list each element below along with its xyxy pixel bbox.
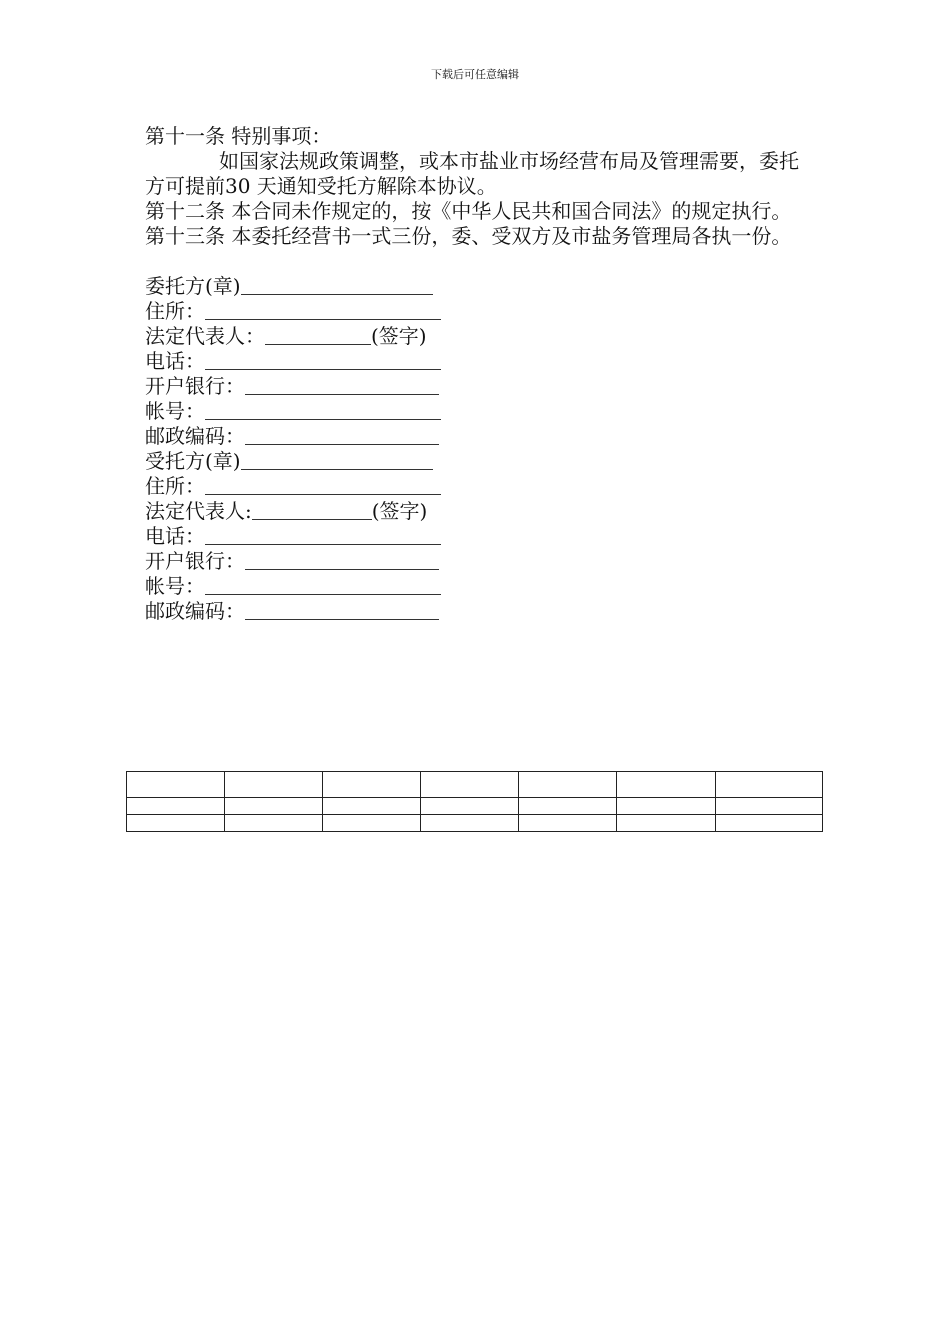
contractor-signature-block (145, 449, 810, 624)
article-11-text: 如国家法规政策调整，或本市盐业市场经营布局及管理需要，委托方可提前30 天通知受托方解除本协议。 (145, 149, 799, 198)
contractor-phone-label: 电话： (145, 524, 205, 548)
table-cell[interactable] (421, 798, 519, 815)
blank-table (126, 771, 823, 832)
client-legal-rep-label: 法定代表人： (145, 324, 265, 348)
contractor-account-field (145, 574, 810, 599)
client-bank-blank[interactable] (245, 374, 439, 395)
table-cell[interactable] (225, 798, 323, 815)
contractor-party-label: 受托方(章) (145, 449, 241, 473)
table-cell[interactable] (421, 772, 519, 798)
client-phone-field (145, 349, 810, 374)
contractor-bank-blank[interactable] (245, 549, 439, 570)
contractor-address-field (145, 474, 810, 499)
header-note: 下载后可任意编辑 (431, 68, 519, 81)
table-cell[interactable] (716, 772, 823, 798)
contractor-postal-label: 邮政编码： (145, 599, 245, 623)
table-cell[interactable] (127, 772, 225, 798)
article-12-text: 第十二条 本合同未作规定的，按《中华人民共和国合同法》的规定执行。 (145, 199, 792, 223)
table-cell[interactable] (225, 815, 323, 832)
contractor-phone-field (145, 524, 810, 549)
client-address-field (145, 299, 810, 324)
table-cell[interactable] (519, 772, 617, 798)
table-cell[interactable] (519, 798, 617, 815)
client-phone-blank[interactable] (205, 349, 441, 370)
table-cell[interactable] (519, 815, 617, 832)
contractor-postal-blank[interactable] (245, 599, 439, 620)
contractor-bank-field (145, 549, 810, 574)
client-phone-label: 电话： (145, 349, 205, 373)
contractor-account-label: 帐号： (145, 574, 205, 598)
table-cell[interactable] (716, 815, 823, 832)
client-account-blank[interactable] (205, 399, 441, 420)
table-cell[interactable] (617, 798, 716, 815)
client-account-field (145, 399, 810, 424)
table-cell[interactable] (323, 772, 421, 798)
client-party-blank[interactable] (241, 274, 433, 295)
contractor-party-field (145, 449, 810, 474)
client-postal-field (145, 424, 810, 449)
article-13-text: 第十三条 本委托经营书一式三份，委、受双方及市盐务管理局各执一份。 (145, 224, 792, 248)
table-cell[interactable] (617, 772, 716, 798)
client-party-field (145, 274, 810, 299)
contract-body (145, 124, 810, 624)
client-sign-label: (签字) (371, 324, 427, 348)
contractor-party-blank[interactable] (241, 449, 433, 470)
table-cell[interactable] (421, 815, 519, 832)
client-legal-rep-blank[interactable] (265, 324, 371, 345)
contractor-legal-rep-field (145, 499, 810, 524)
client-account-label: 帐号： (145, 399, 205, 423)
contractor-phone-blank[interactable] (205, 524, 441, 545)
table-row (127, 815, 823, 832)
table-row (127, 772, 823, 798)
client-address-blank[interactable] (205, 299, 441, 320)
contractor-postal-field (145, 599, 810, 624)
contractor-address-blank[interactable] (205, 474, 441, 495)
contractor-sign-label: (签字) (371, 499, 428, 523)
contractor-address-label: 住所： (145, 474, 205, 498)
contractor-bank-label: 开户银行： (145, 549, 245, 573)
client-bank-label: 开户银行： (145, 374, 245, 398)
table-row (127, 798, 823, 815)
client-postal-label: 邮政编码： (145, 424, 245, 448)
table-cell[interactable] (323, 815, 421, 832)
client-address-label: 住所： (145, 299, 205, 323)
client-legal-rep-field (145, 324, 810, 349)
table-cell[interactable] (716, 798, 823, 815)
table-cell[interactable] (127, 798, 225, 815)
table-cell[interactable] (323, 798, 421, 815)
table-cell[interactable] (127, 815, 225, 832)
client-postal-blank[interactable] (245, 424, 439, 445)
client-bank-field (145, 374, 810, 399)
contractor-legal-rep-label: 法定代表人: (145, 499, 252, 523)
client-signature-block (145, 274, 810, 449)
table-cell[interactable] (617, 815, 716, 832)
blank-table-body (127, 772, 823, 832)
table-cell[interactable] (225, 772, 323, 798)
article-11-heading: 第十一条 特别事项： (145, 124, 332, 148)
client-party-label: 委托方(章) (145, 274, 241, 298)
contractor-legal-rep-blank[interactable] (252, 499, 372, 520)
contractor-account-blank[interactable] (205, 574, 441, 595)
spacer (145, 249, 810, 274)
